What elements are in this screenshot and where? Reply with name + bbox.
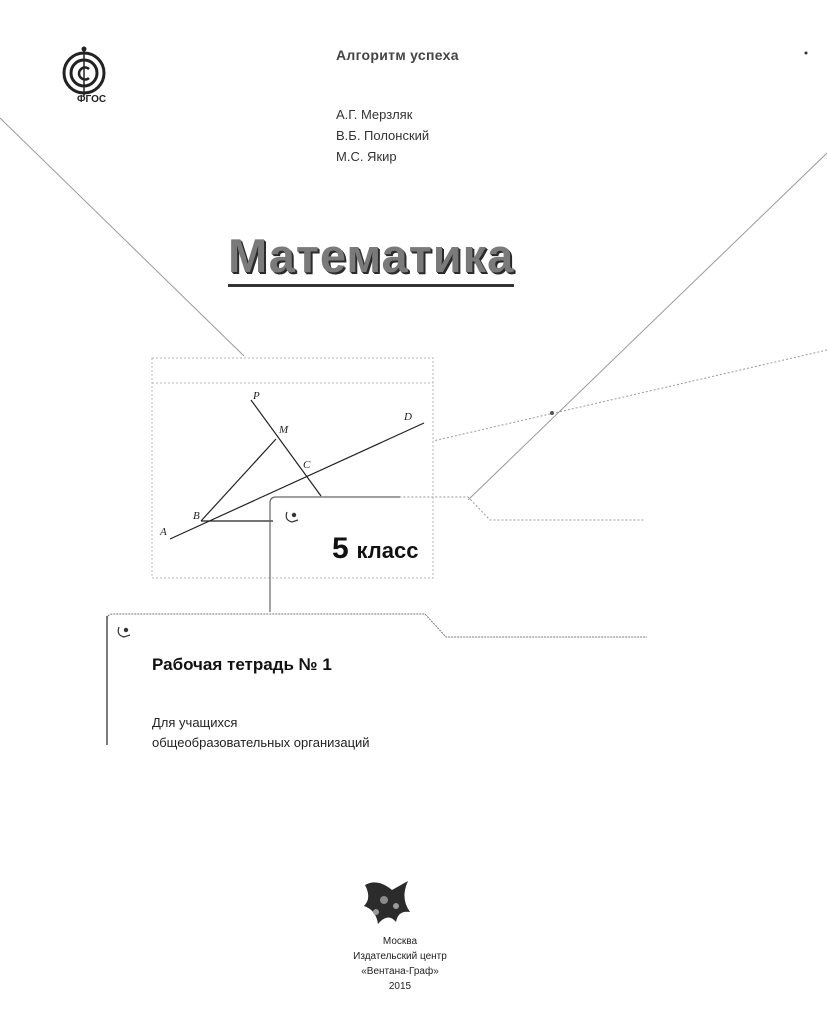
audience-line: общеобразовательных организаций [152,735,370,750]
publisher-name: «Вентана-Граф» [361,966,439,977]
audience-line: Для учащихся [152,715,238,730]
fgos-label: ФГОС [77,94,107,105]
point-label-p: P [253,390,260,402]
point-label-b: B [193,510,200,522]
point-label-c: C [303,459,311,471]
publisher-city: Москва [382,936,418,947]
publisher-logo-icon [364,881,410,924]
author: М.С. Якир [336,149,397,164]
point-label-a: A [160,526,167,538]
segment-bm [201,439,276,521]
point-label-d: D [404,411,412,423]
fgos-logo-icon [64,47,104,96]
book-title: Математика [228,228,514,287]
workbook-title: Рабочая тетрадь № 1 [152,655,332,674]
grade-card-outline [270,497,645,598]
point-label-m: M [279,424,289,436]
audience-note [152,713,370,753]
grade-label [332,532,418,566]
line-pm [251,400,321,496]
grade-number: 5 [332,532,349,565]
dot-marker [550,411,554,415]
grade-word: класс [356,538,419,563]
publisher-info [300,934,500,994]
series-title: Алгоритм успеха [336,47,459,63]
publisher-year: 2015 [388,981,412,992]
tab-icon [286,512,298,522]
geometry-figure [170,400,424,539]
author: А.Г. Мерзляк [336,107,413,122]
authors-list [336,104,429,167]
author: В.Б. Полонский [336,128,430,143]
tab-icon [118,627,130,637]
dot-marker [805,52,808,55]
publisher-center: Издательский центр [353,951,447,962]
decorative-lines [0,118,827,500]
